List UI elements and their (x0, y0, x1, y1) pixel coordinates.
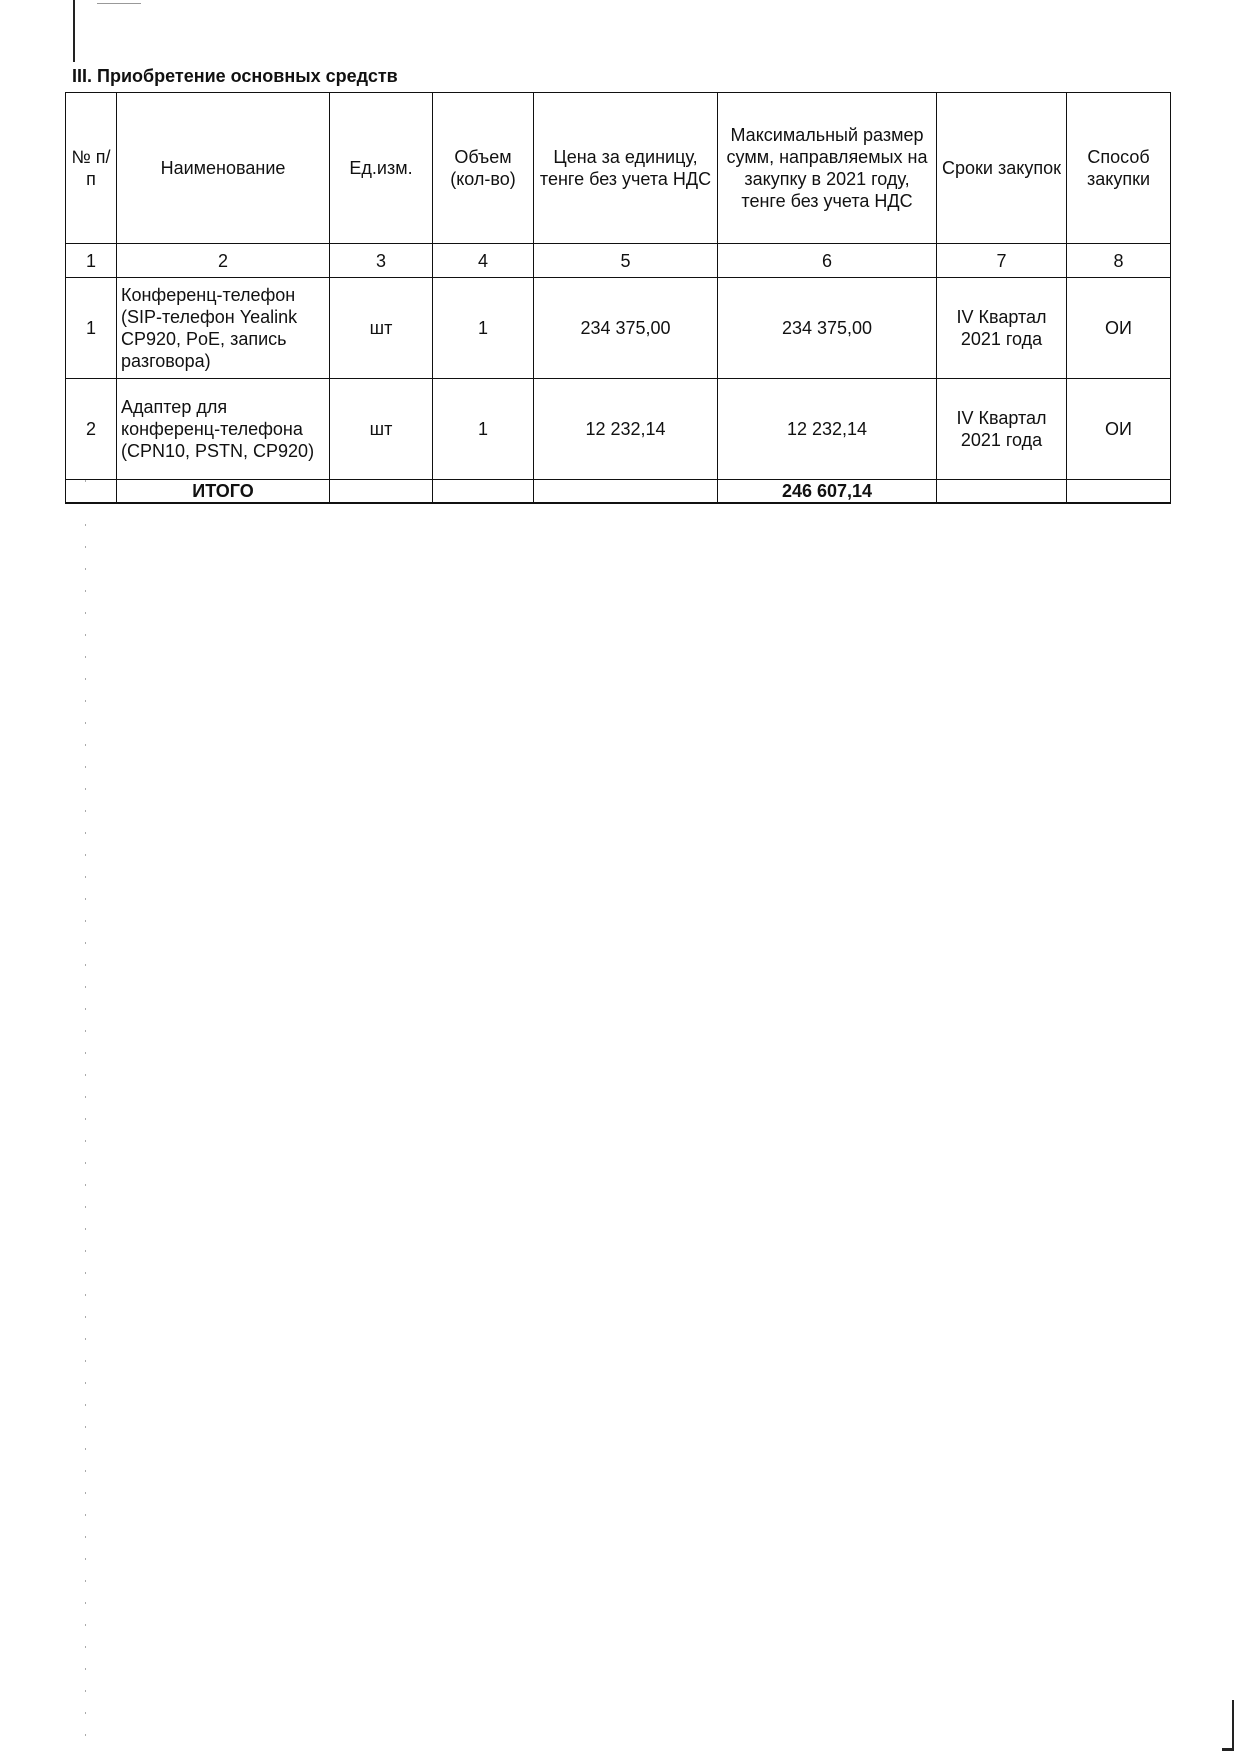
scan-corner-mark (1222, 1748, 1234, 1751)
total-empty-cell (1067, 480, 1171, 504)
total-empty-cell (534, 480, 718, 504)
row-method: ОИ (1067, 278, 1171, 379)
procurement-table-container (71, 92, 1182, 512)
column-number: 5 (534, 244, 718, 278)
row-unit: шт (330, 278, 433, 379)
row-term: IV Квартал 2021 года (937, 278, 1067, 379)
column-number: 4 (433, 244, 534, 278)
column-number: 2 (117, 244, 330, 278)
column-number: 7 (937, 244, 1067, 278)
row-qty: 1 (433, 379, 534, 480)
scan-left-border (73, 0, 75, 62)
column-number-row (66, 244, 1171, 278)
total-empty-cell (330, 480, 433, 504)
total-empty-cell (433, 480, 534, 504)
header-term: Сроки закупок (937, 93, 1067, 244)
total-row (66, 480, 1171, 504)
header-name: Наименование (117, 93, 330, 244)
scan-right-border (1232, 1700, 1234, 1750)
row-term: IV Квартал 2021 года (937, 379, 1067, 480)
total-empty-cell (937, 480, 1067, 504)
row-qty: 1 (433, 278, 534, 379)
row-name: Конференц-телефон (SIP-телефон Yealink CP920, PoE, запись разговора) (117, 278, 330, 379)
column-number: 6 (718, 244, 937, 278)
header-price: Цена за единицу, тенге без учета НДС (534, 93, 718, 244)
header-row (66, 93, 1171, 244)
header-num: № п/п (66, 93, 117, 244)
total-label: ИТОГО (117, 480, 330, 504)
row-num: 2 (66, 379, 117, 480)
column-number: 3 (330, 244, 433, 278)
row-name: Адаптер для конференц-телефона (CPN10, PSTN, CP920) (117, 379, 330, 480)
table-row (66, 379, 1171, 480)
header-unit: Ед.изм. (330, 93, 433, 244)
row-unit: шт (330, 379, 433, 480)
scan-mark (97, 3, 141, 4)
column-number: 8 (1067, 244, 1171, 278)
row-max-sum: 234 375,00 (718, 278, 937, 379)
column-number: 1 (66, 244, 117, 278)
procurement-table (65, 92, 1171, 504)
row-method: ОИ (1067, 379, 1171, 480)
header-method: Способ закупки (1067, 93, 1171, 244)
row-max-sum: 12 232,14 (718, 379, 937, 480)
header-max-sum: Максимальный размер сумм, направляемых на закупку в 2021 году, тенге без учета НДС (718, 93, 937, 244)
row-price: 234 375,00 (534, 278, 718, 379)
total-sum: 246 607,14 (718, 480, 937, 504)
header-qty: Объем (кол-во) (433, 93, 534, 244)
table-row (66, 278, 1171, 379)
scan-margin-specks (85, 480, 86, 1740)
total-empty-cell (66, 480, 117, 504)
row-num: 1 (66, 278, 117, 379)
row-price: 12 232,14 (534, 379, 718, 480)
section-title: III. Приобретение основных средств (72, 66, 398, 86)
